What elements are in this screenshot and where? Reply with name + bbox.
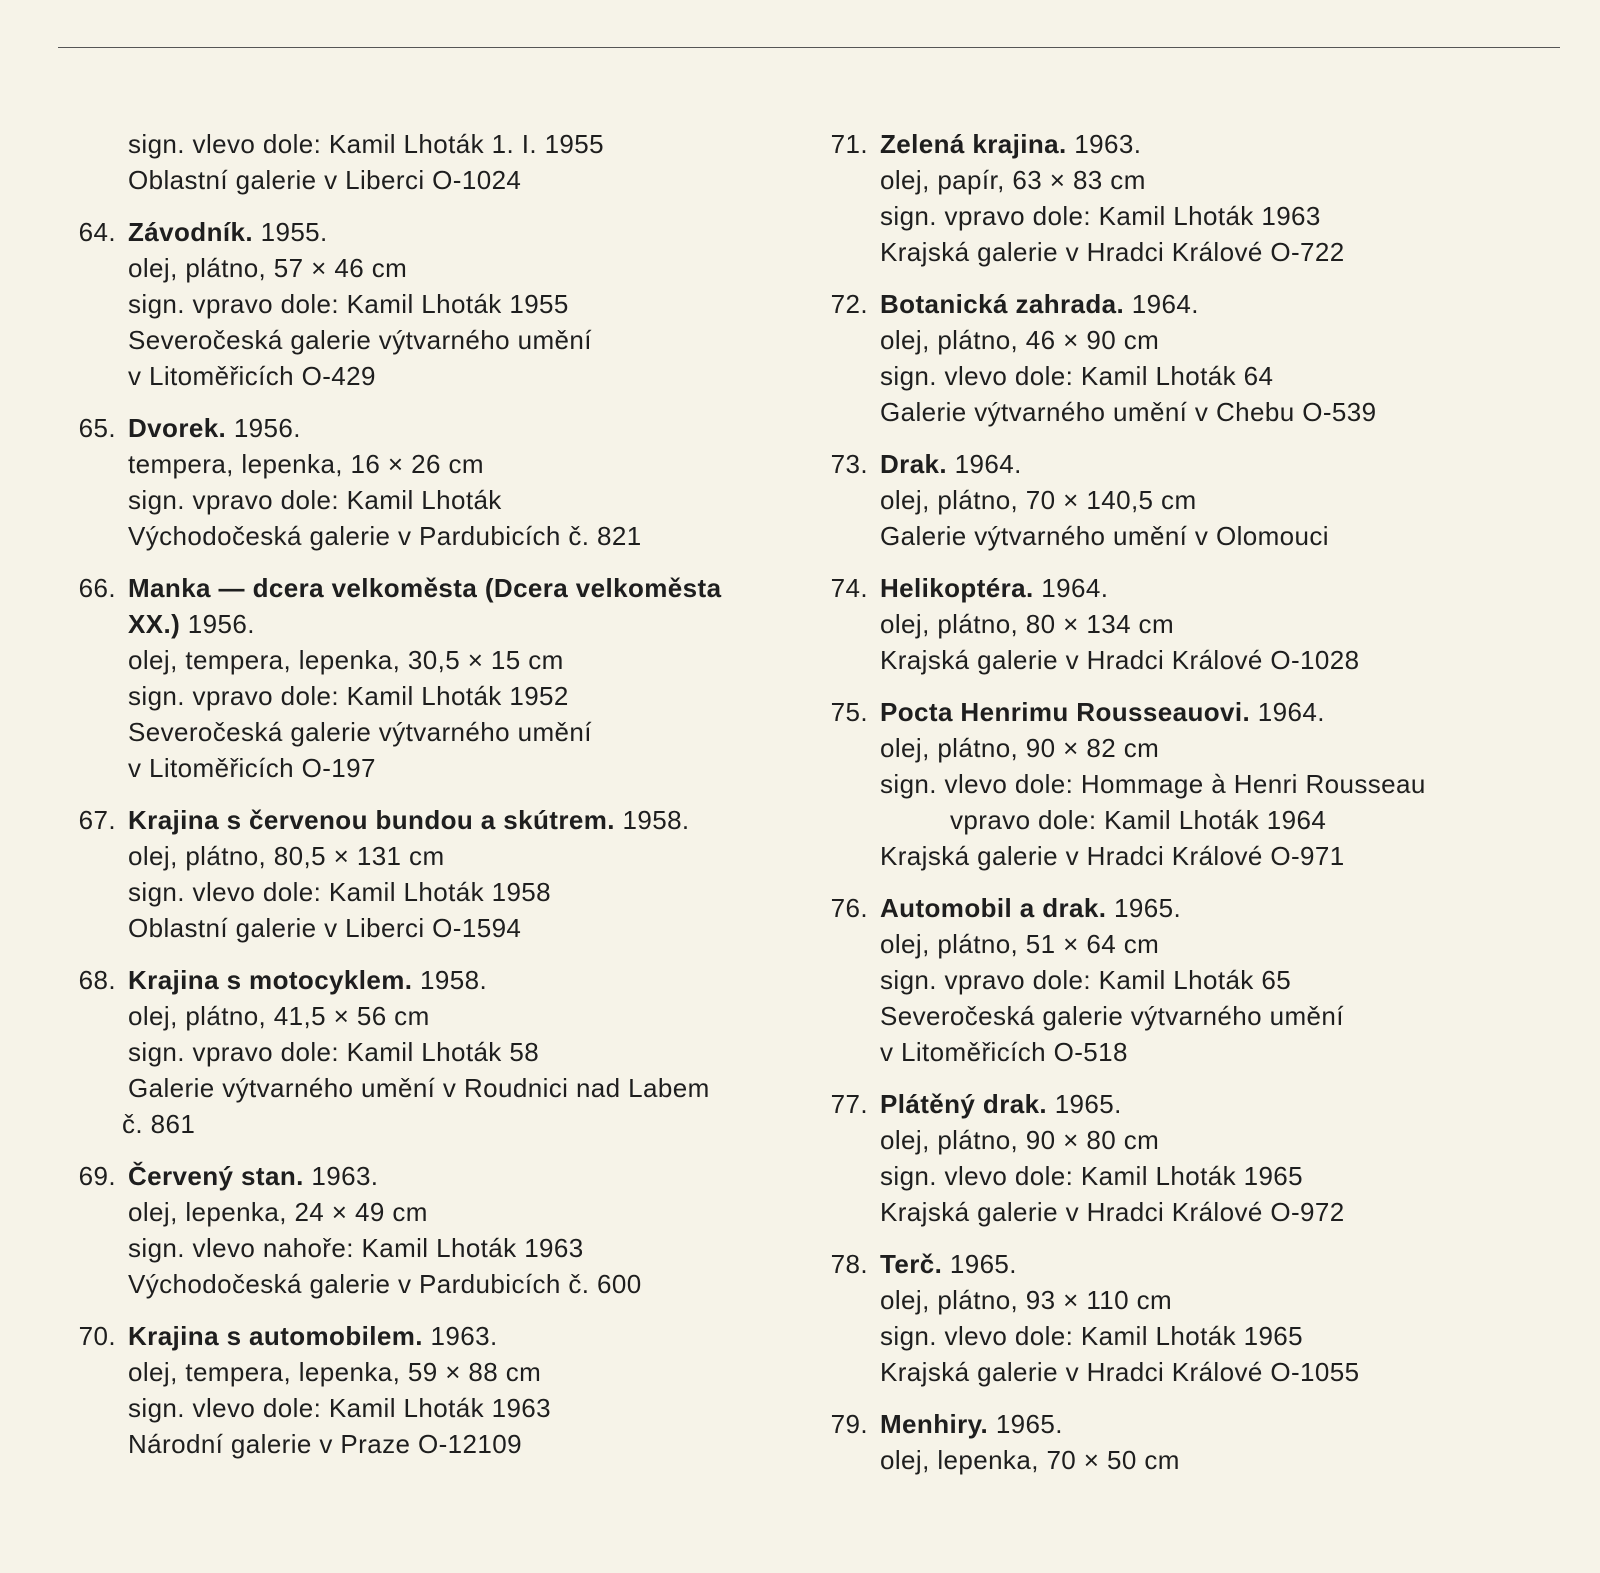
entry-line: Severočeská galerie výtvarného umění [880, 1001, 1344, 1031]
entry-title: Červený stan. [128, 1161, 304, 1191]
catalog-entry-67 [70, 802, 790, 946]
entry-line: sign. vlevo dole: Kamil Lhoták 1958 [128, 877, 552, 907]
entry-line: sign. vpravo dole: Kamil Lhoták 1955 [128, 289, 569, 319]
entry-line: sign. vlevo dole: Kamil Lhoták 1. I. 1955 [128, 129, 605, 159]
entry-title: Pocta Henrimu Rousseauovi. [880, 697, 1251, 727]
entry-year: 1958. [622, 805, 690, 835]
catalog-entry-73 [822, 446, 1562, 554]
entry-title: Krajina s automobilem. [128, 1321, 423, 1351]
entry-line: Krajská galerie v Hradci Králové O-722 [880, 237, 1345, 267]
entry-line: Národní galerie v Praze O-12109 [128, 1429, 522, 1459]
entry-line: sign. vpravo dole: Kamil Lhoták 58 [128, 1037, 540, 1067]
entry-year: 1965. [1054, 1089, 1122, 1119]
entry-line: sign. vpravo dole: Kamil Lhoták 1963 [880, 201, 1321, 231]
entry-line: sign. vlevo dole: Kamil Lhoták 1963 [128, 1393, 552, 1423]
entry-title: Manka — dcera velkoměsta (Dcera velkoměsta [128, 573, 722, 603]
entry-title: Krajina s červenou bundou a skútrem. [128, 805, 615, 835]
entry-year: 1963. [430, 1321, 498, 1351]
entry-year: 1956. [187, 609, 255, 639]
entry-line: Krajská galerie v Hradci Králové O-1055 [880, 1357, 1360, 1387]
entry-year: 1965. [995, 1409, 1063, 1439]
entry-year: 1965. [1114, 893, 1182, 923]
entry-line: olej, plátno, 46 × 90 cm [880, 325, 1160, 355]
entry-line: olej, papír, 63 × 83 cm [880, 165, 1146, 195]
catalog-entry-78 [822, 1246, 1562, 1390]
catalog-entry-63-cont [70, 126, 790, 198]
entry-title: Zelená krajina. [880, 129, 1067, 159]
catalog-entry-68 [70, 962, 790, 1142]
catalog-entry-64 [70, 214, 790, 394]
entry-number: 79. [830, 1409, 868, 1439]
entry-line: olej, plátno, 57 × 46 cm [128, 253, 408, 283]
entry-line: Východočeská galerie v Pardubicích č. 821 [128, 521, 642, 551]
catalog-entry-66 [70, 570, 790, 786]
entry-line: sign. vlevo dole: Kamil Lhoták 64 [880, 361, 1274, 391]
entry-line: Severočeská galerie výtvarného umění [128, 717, 592, 747]
entry-line: Galerie výtvarného umění v Chebu O-539 [880, 397, 1377, 427]
entry-year: 1958. [420, 965, 488, 995]
entry-line: sign. vlevo dole: Hommage à Henri Rousseau [880, 769, 1426, 799]
entry-number: 70. [78, 1321, 116, 1351]
entry-line: sign. vlevo dole: Kamil Lhoták 1965 [880, 1161, 1304, 1191]
entry-line: Galerie výtvarného umění v Roudnici nad Labem [128, 1073, 710, 1103]
entry-line: Krajská galerie v Hradci Králové O-971 [880, 841, 1345, 871]
entry-title: Krajina s motocyklem. [128, 965, 413, 995]
entry-number: 73. [830, 449, 868, 479]
entry-line: sign. vlevo dole: Kamil Lhoták 1965 [880, 1321, 1304, 1351]
catalog-entry-77 [822, 1086, 1562, 1230]
entry-title: Drak. [880, 449, 948, 479]
left-column [70, 126, 790, 1478]
entry-line: Krajská galerie v Hradci Králové O-1028 [880, 645, 1360, 675]
entry-line: č. 861 [122, 1109, 196, 1139]
entry-line: olej, plátno, 93 × 110 cm [880, 1285, 1173, 1315]
entry-title: Helikoptéra. [880, 573, 1034, 603]
catalog-entry-75 [822, 694, 1562, 874]
entry-number: 69. [78, 1161, 116, 1191]
entry-title: Automobil a drak. [880, 893, 1107, 923]
entry-line: Oblastní galerie v Liberci O-1594 [128, 913, 522, 943]
entry-line: sign. vpravo dole: Kamil Lhoták 1952 [128, 681, 569, 711]
entry-line: olej, lepenka, 70 × 50 cm [880, 1445, 1180, 1475]
entry-line: Severočeská galerie výtvarného umění [128, 325, 592, 355]
entry-year: 1965. [949, 1249, 1017, 1279]
top-rule [58, 47, 1560, 48]
entry-number: 68. [78, 965, 116, 995]
entry-line: Oblastní galerie v Liberci O-1024 [128, 165, 522, 195]
catalog-entry-72 [822, 286, 1562, 430]
entry-title: Botanická zahrada. [880, 289, 1125, 319]
entry-year: 1964. [1257, 697, 1325, 727]
entry-line: olej, tempera, lepenka, 30,5 × 15 cm [128, 645, 564, 675]
entry-number: 64. [78, 217, 116, 247]
entry-line: v Litoměřicích O-197 [128, 753, 376, 783]
entry-number: 72. [830, 289, 868, 319]
entry-year: 1956. [233, 413, 301, 443]
entry-number: 74. [830, 573, 868, 603]
entry-line: v Litoměřicích O-429 [128, 361, 376, 391]
catalog-entry-74 [822, 570, 1562, 678]
catalog-entry-70 [70, 1318, 790, 1462]
entry-year: 1955. [260, 217, 328, 247]
catalog-entry-79 [822, 1406, 1562, 1478]
entry-line: Krajská galerie v Hradci Králové O-972 [880, 1197, 1345, 1227]
entry-year: 1964. [1041, 573, 1109, 603]
catalog-entry-71 [822, 126, 1562, 270]
entry-line: olej, lepenka, 24 × 49 cm [128, 1197, 428, 1227]
entry-line: Východočeská galerie v Pardubicích č. 600 [128, 1269, 642, 1299]
entry-title: Terč. [880, 1249, 943, 1279]
entry-number: 77. [830, 1089, 868, 1119]
entry-line: v Litoměřicích O-518 [880, 1037, 1128, 1067]
entry-number: 67. [78, 805, 116, 835]
entry-line: olej, plátno, 41,5 × 56 cm [128, 1001, 430, 1031]
catalog-entry-69 [70, 1158, 790, 1302]
entry-year: 1964. [954, 449, 1022, 479]
entry-title: Závodník. [128, 217, 253, 247]
entry-line: olej, tempera, lepenka, 59 × 88 cm [128, 1357, 542, 1387]
entry-line: vpravo dole: Kamil Lhoták 1964 [950, 805, 1327, 835]
entry-year: 1964. [1131, 289, 1199, 319]
catalog-entry-76 [822, 890, 1562, 1070]
entry-year: 1963. [311, 1161, 379, 1191]
entry-line: Galerie výtvarného umění v Olomouci [880, 521, 1329, 551]
entry-year: 1963. [1074, 129, 1142, 159]
entry-line: olej, plátno, 70 × 140,5 cm [880, 485, 1197, 515]
entry-title-cont: XX.) [128, 609, 181, 639]
entry-title: Dvorek. [128, 413, 227, 443]
entry-number: 66. [78, 573, 116, 603]
entry-title: Plátěný drak. [880, 1089, 1048, 1119]
entry-title: Menhiry. [880, 1409, 989, 1439]
entry-line: olej, plátno, 80 × 134 cm [880, 609, 1175, 639]
entry-line: olej, plátno, 80,5 × 131 cm [128, 841, 445, 871]
entry-line: olej, plátno, 51 × 64 cm [880, 929, 1160, 959]
catalog-entry-65 [70, 410, 790, 554]
entry-number: 65. [78, 413, 116, 443]
entry-line: sign. vpravo dole: Kamil Lhoták [128, 485, 502, 515]
entry-number: 71. [830, 129, 868, 159]
entry-line: sign. vpravo dole: Kamil Lhoták 65 [880, 965, 1292, 995]
entry-number: 78. [830, 1249, 868, 1279]
entry-line: olej, plátno, 90 × 82 cm [880, 733, 1160, 763]
entry-line: olej, plátno, 90 × 80 cm [880, 1125, 1160, 1155]
entry-number: 75. [830, 697, 868, 727]
right-column [822, 126, 1562, 1494]
entry-number: 76. [830, 893, 868, 923]
entry-line: sign. vlevo nahoře: Kamil Lhoták 1963 [128, 1233, 584, 1263]
entry-line: tempera, lepenka, 16 × 26 cm [128, 449, 484, 479]
